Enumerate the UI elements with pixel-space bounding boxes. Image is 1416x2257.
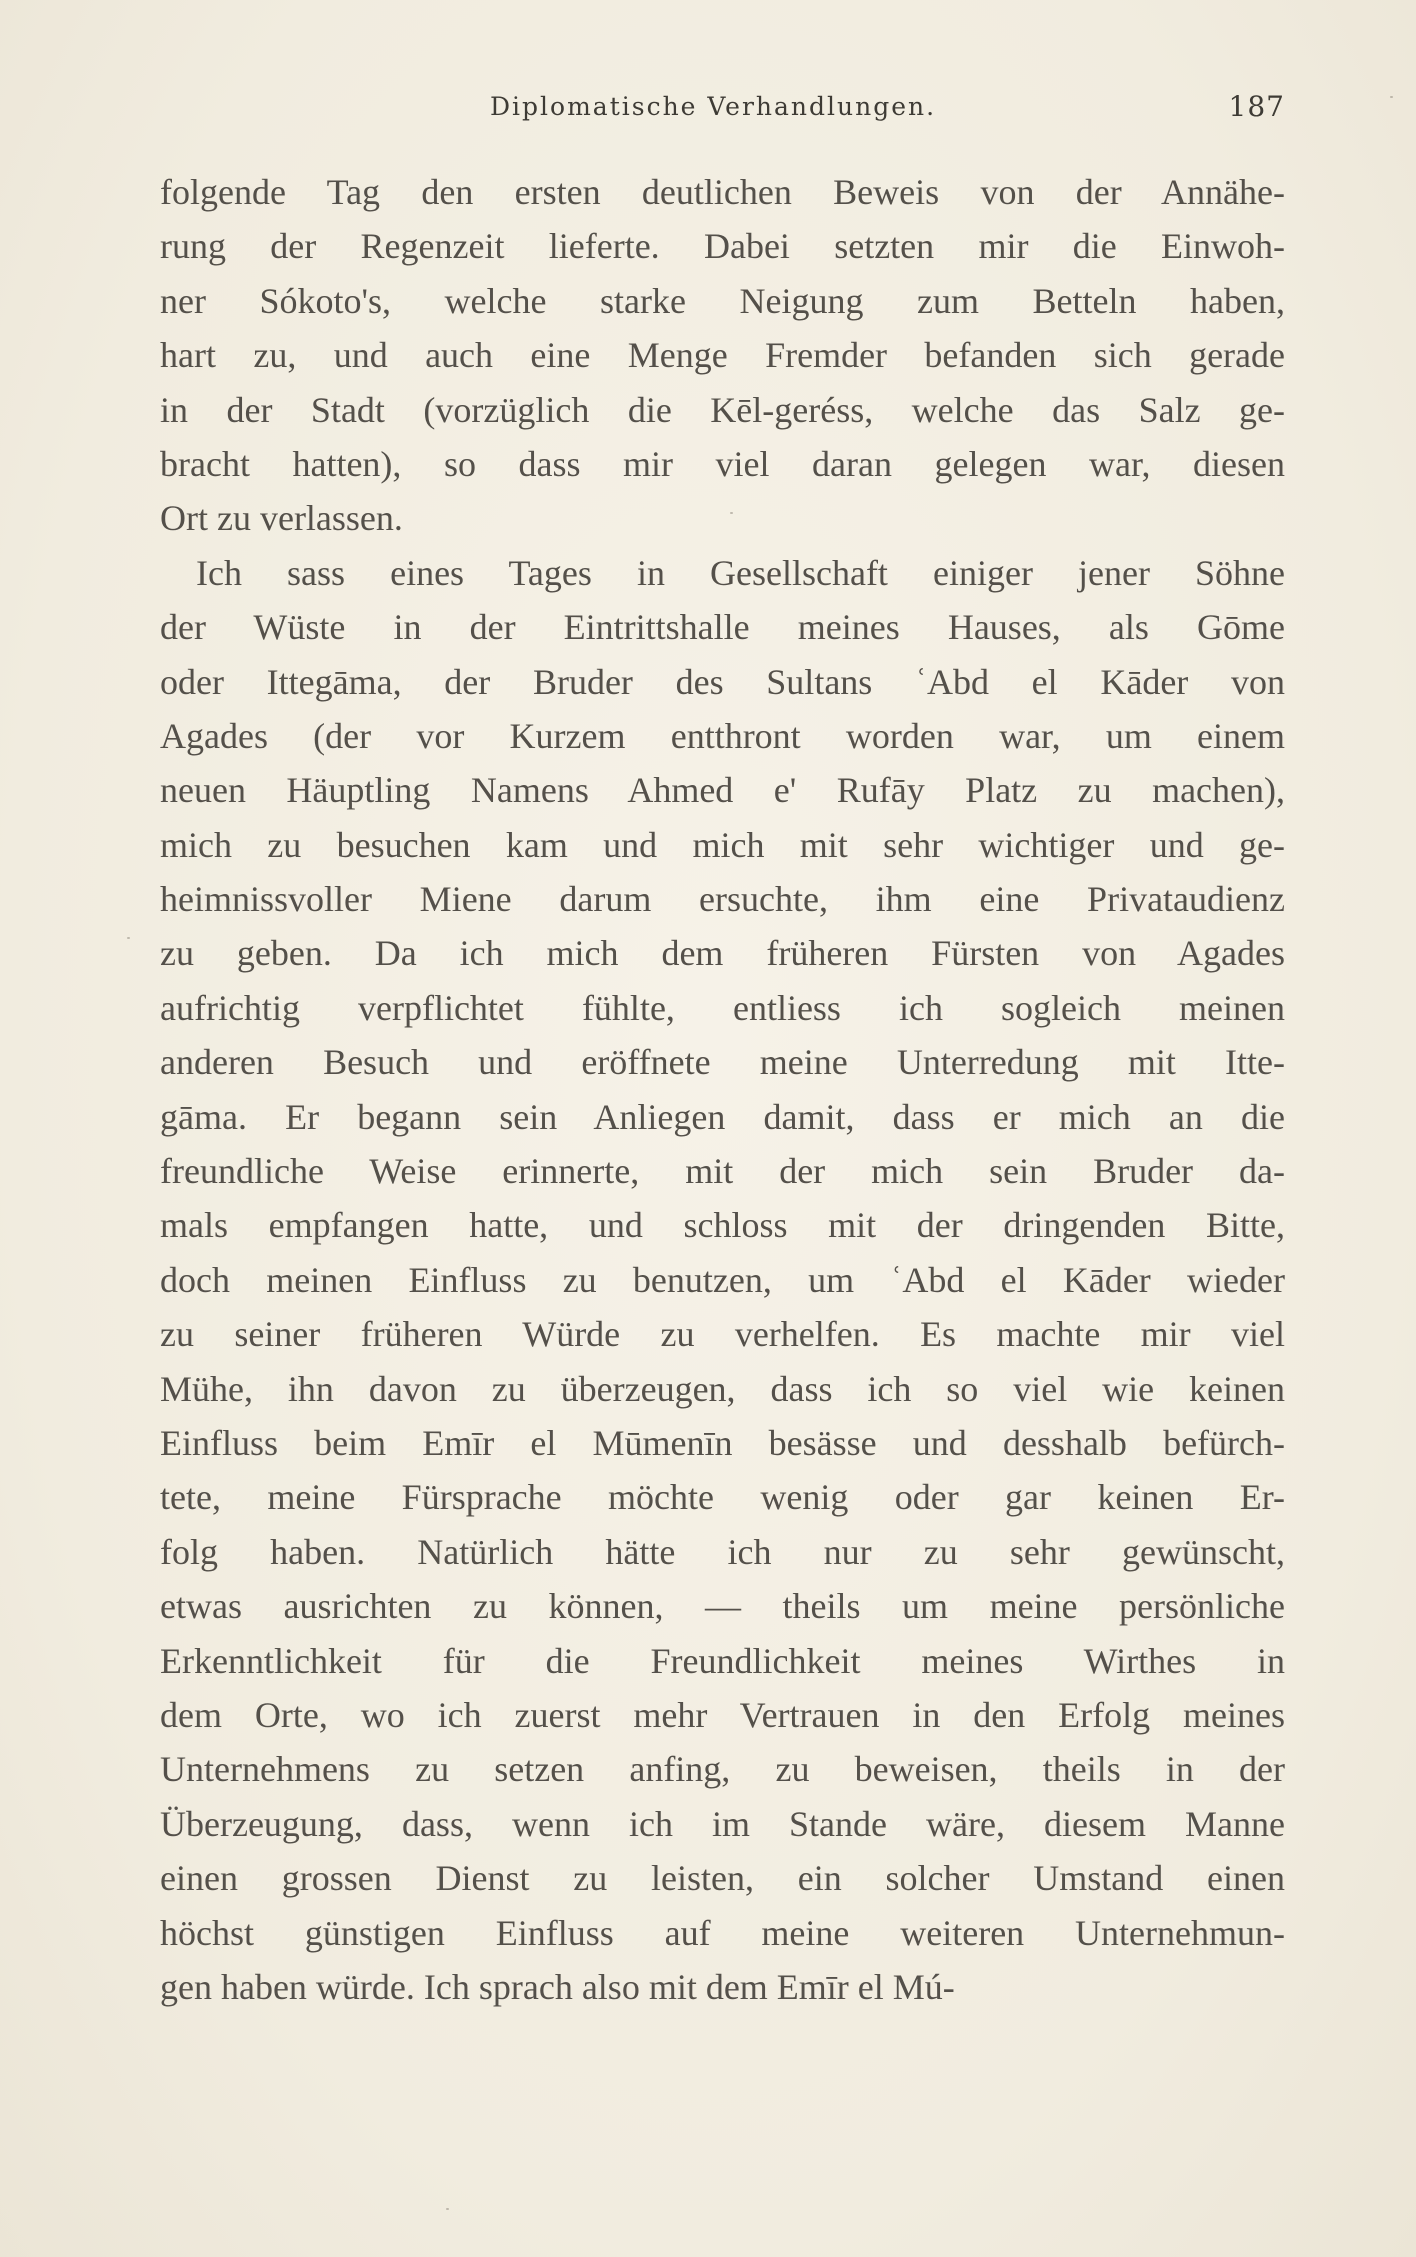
text-line: bracht hatten), so dass mir viel daran gelegen war, diesen <box>160 443 1285 484</box>
text-line: in der Stadt (vorzüglich die Kēl-geréss, welche das Salz ge- <box>160 389 1285 430</box>
text-line: folgende Tag den ersten deutlichen Beweis von der Annähe- <box>160 172 1285 212</box>
text-line: einen grossen Dienst zu leisten, ein solcher Umstand einen <box>160 1858 1285 1899</box>
text-line: aufrichtig verpflichtet fühlte, entliess ich sogleich meinen <box>160 987 1285 1028</box>
text-line: Agades (der vor Kurzem entthront worden war, um einem <box>160 715 1285 756</box>
text-line: gen haben würde. Ich sprach also mit dem Emīr el Mú- <box>160 1966 955 2007</box>
text-line: Erkenntlichkeit für die Freundlichkeit meines Wirthes in <box>160 1640 1285 1681</box>
text-line: Überzeugung, dass, wenn ich im Stande wäre, diesem Manne <box>160 1803 1285 1844</box>
text-line: dem Orte, wo ich zuerst mehr Vertrauen in den Erfolg meines <box>160 1694 1285 1735</box>
running-head <box>160 92 1285 132</box>
text-line: Einfluss beim Emīr el Mūmenīn besässe und desshalb befürch- <box>160 1422 1285 1463</box>
text-line: Ort zu verlassen. <box>160 498 403 539</box>
text-line: der Wüste in der Eintrittshalle meines Hauses, als Gōme <box>160 607 1285 648</box>
paper-speck <box>730 512 733 514</box>
text-line: höchst günstigen Einfluss auf meine weiteren Unternehmun- <box>160 1912 1285 1953</box>
text-line: neuen Häuptling Namens Ahmed e' Rufāy Platz zu machen), <box>160 770 1285 811</box>
text-line: Unternehmens zu setzen anfing, zu beweisen, theils in der <box>160 1749 1285 1790</box>
text-line: etwas ausrichten zu können, — theils um meine persönliche <box>160 1586 1285 1627</box>
text-line: anderen Besuch und eröffnete meine Unterredung mit Itte- <box>160 1042 1285 1083</box>
text-line: heimnissvoller Miene darum ersuchte, ihm eine Privataudienz <box>160 879 1285 920</box>
text-line: Ich sass eines Tages in Gesellschaft einiger jener Söhne <box>196 552 1285 593</box>
paper-speck <box>446 2208 449 2210</box>
text-line: folg haben. Natürlich hätte ich nur zu sehr gewünscht, <box>160 1531 1285 1572</box>
text-line: Mühe, ihn davon zu überzeugen, dass ich so viel wie keinen <box>160 1368 1285 1409</box>
text-line: zu geben. Da ich mich dem früheren Fürsten von Agades <box>160 933 1285 974</box>
text-line: ner Sókoto's, welche starke Neigung zum Betteln haben, <box>160 280 1285 321</box>
text-line: mich zu besuchen kam und mich mit sehr wichtiger und ge- <box>160 824 1285 865</box>
text-line: freundliche Weise erinnerte, mit der mich sein Bruder da- <box>160 1151 1285 1192</box>
paragraph-1 <box>160 165 1285 546</box>
text-line: tete, meine Fürsprache möchte wenig oder gar keinen Er- <box>160 1477 1285 1518</box>
page-number: 187 <box>1228 90 1285 123</box>
text-line: oder Ittegāma, der Bruder des Sultans ʿAbd el Kāder von <box>160 661 1285 702</box>
paragraph-2 <box>160 546 1285 2015</box>
paper-speck <box>127 937 130 939</box>
paper-speck <box>1390 96 1393 98</box>
text-line: rung der Regenzeit lieferte. Dabei setzten mir die Einwoh- <box>160 226 1285 267</box>
text-line: doch meinen Einfluss zu benutzen, um ʿAbd el Kāder wieder <box>160 1259 1285 1300</box>
text-line: zu seiner früheren Würde zu verhelfen. Es machte mir viel <box>160 1314 1285 1355</box>
running-title: Diplomatische Verhandlungen. <box>490 92 937 121</box>
text-line: gāma. Er begann sein Anliegen damit, dass er mich an die <box>160 1096 1285 1137</box>
text-line: hart zu, und auch eine Menge Fremder befanden sich gerade <box>160 335 1285 376</box>
body-text <box>160 165 1285 2014</box>
text-line: mals empfangen hatte, und schloss mit der dringenden Bitte, <box>160 1205 1285 1246</box>
